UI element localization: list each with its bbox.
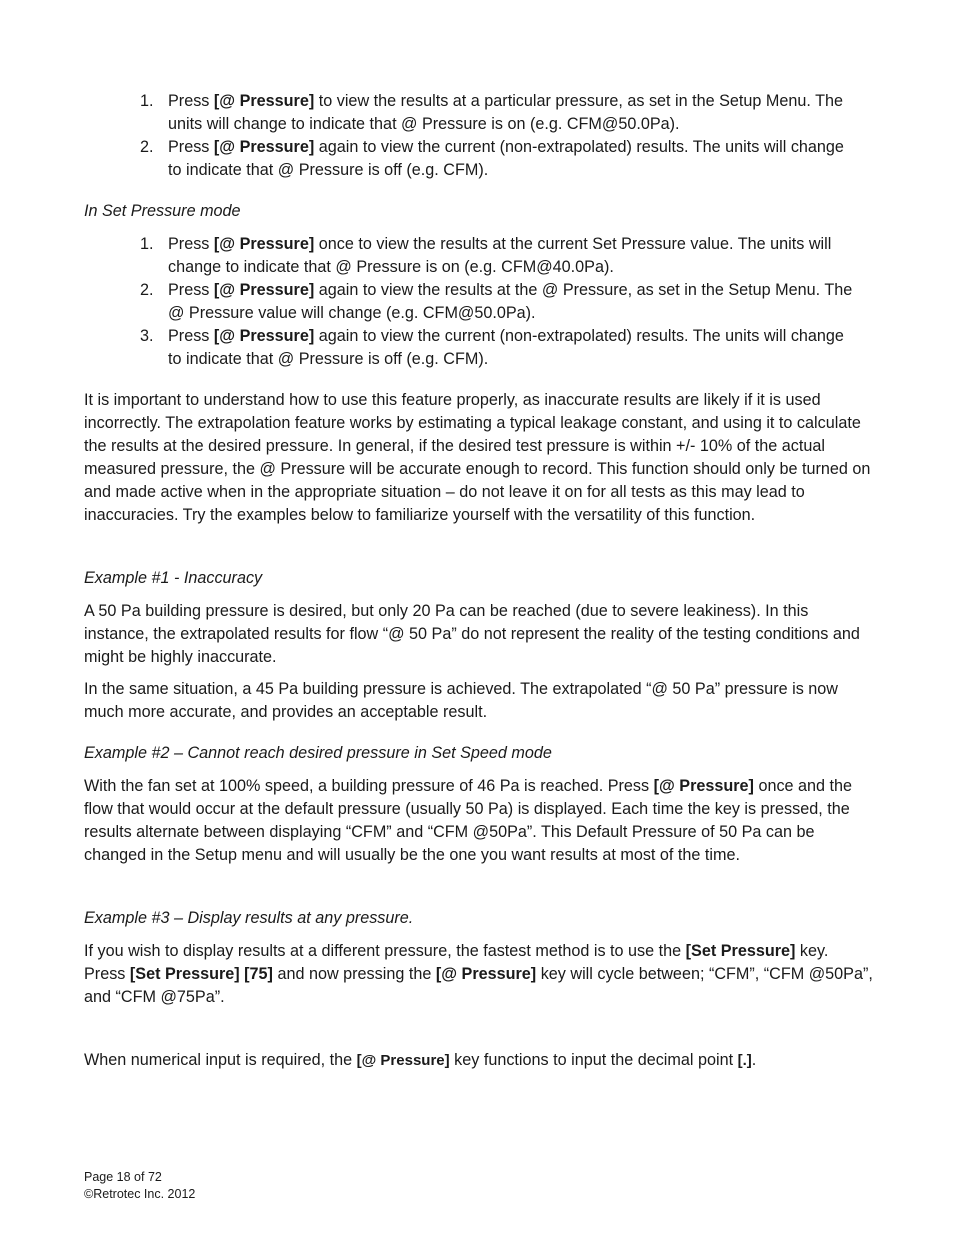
example1-paragraph-2: In the same situation, a 45 Pa building pressure is achieved. The extrapolated “@ 50 Pa” pressure is now much more accurate, and provides an acceptable result.	[84, 680, 838, 721]
example3-heading: Example #3 – Display results at any pressure.	[84, 909, 414, 927]
list-item: 1. Press [@ Pressure] to view the results at a particular pressure, as set in the Setup Menu. The units will change to indicate that @ Pressure is on (e.g. CFM@50.0Pa).	[140, 92, 844, 133]
example1-paragraph-1: A 50 Pa building pressure is desired, but only 20 Pa can be reached (due to severe leakiness). In this instance, the extrapolated results for flow “@ 50 Pa” do not represent the reality of the testing conditions and might be highly inaccurate.	[84, 602, 860, 666]
example2-heading: Example #2 – Cannot reach desired pressure in Set Speed mode	[84, 744, 552, 762]
key-label: [@ Pressure]	[356, 1052, 450, 1069]
key-label: [@ Pressure]	[435, 965, 537, 983]
footer-copyright: ©Retrotec Inc. 2012	[84, 1187, 196, 1201]
list-item: 2. Press [@ Pressure] again to view the results at the @ Pressure, as set in the Setup Menu. The @ Pressure value will change (e.g. CFM@50.0Pa).	[140, 281, 853, 322]
paragraph-important: It is important to understand how to use this feature properly, as inaccurate results are likely if it is used incorrectly. The extrapolation feature works by estimating a typical leakage constant, and using it to calculate the results at the desired pressure. In general, if the desired test pressure is within +/- 10% of the actual measured pressure, the @ Pressure will be accurate enough to record. This function should only be turned on and made active when in the appropriate situation – do not leave it on for all tests as this may lead to inaccuracies. Try the examples below to familiarize yourself with the versatility of this function.	[84, 391, 871, 524]
example1-heading: Example #1 - Inaccuracy	[84, 569, 263, 587]
key-label: [@ Pressure]	[213, 327, 315, 345]
key-label: [@ Pressure]	[213, 281, 315, 299]
list-item: 1. Press [@ Pressure] once to view the results at the current Set Pressure value. The units will change to indicate that @ Pressure is on (e.g. CFM@40.0Pa).	[140, 235, 832, 276]
key-label: [@ Pressure]	[213, 138, 315, 156]
key-label: [Set Pressure] [75]	[129, 965, 273, 983]
example3-paragraph: If you wish to display results at a different pressure, the fastest method is to use the [Set Pressure] key. Press [Set Pressure] [75] and now pressing the [@ Pressure] key will cycle between; “CFM”, “CFM @50Pa”, and “CFM @75Pa”.	[84, 942, 873, 1006]
key-label: [@ Pressure]	[213, 92, 315, 110]
list-item: 2. Press [@ Pressure] again to view the current (non-extrapolated) results. The units will change to indicate that @ Pressure is off (e.g. CFM).	[140, 138, 844, 179]
key-label: [@ Pressure]	[213, 235, 315, 253]
numerical-input-paragraph: When numerical input is required, the [@ Pressure] key functions to input the decimal point [.].	[84, 1051, 757, 1069]
footer-page-number: Page 18 of 72	[84, 1170, 162, 1184]
example2-paragraph: With the fan set at 100% speed, a building pressure of 46 Pa is reached. Press [@ Pressure] once and the flow that would occur at the default pressure (usually 50 Pa) is displayed. Each time the key is pressed, the results alternate between displaying “CFM” and “CFM @50Pa”. This Default Pressure of 50 Pa can be changed in the Setup menu and will usually be the one you want results at most of the time.	[84, 777, 853, 864]
list-item: 3. Press [@ Pressure] again to view the current (non-extrapolated) results. The units will change to indicate that @ Pressure is off (e.g. CFM).	[140, 327, 844, 368]
key-label: [Set Pressure]	[685, 942, 796, 960]
subheading-set-pressure: In Set Pressure mode	[84, 202, 241, 220]
key-label: [@ Pressure]	[653, 777, 754, 795]
key-label: [.]	[737, 1052, 752, 1069]
